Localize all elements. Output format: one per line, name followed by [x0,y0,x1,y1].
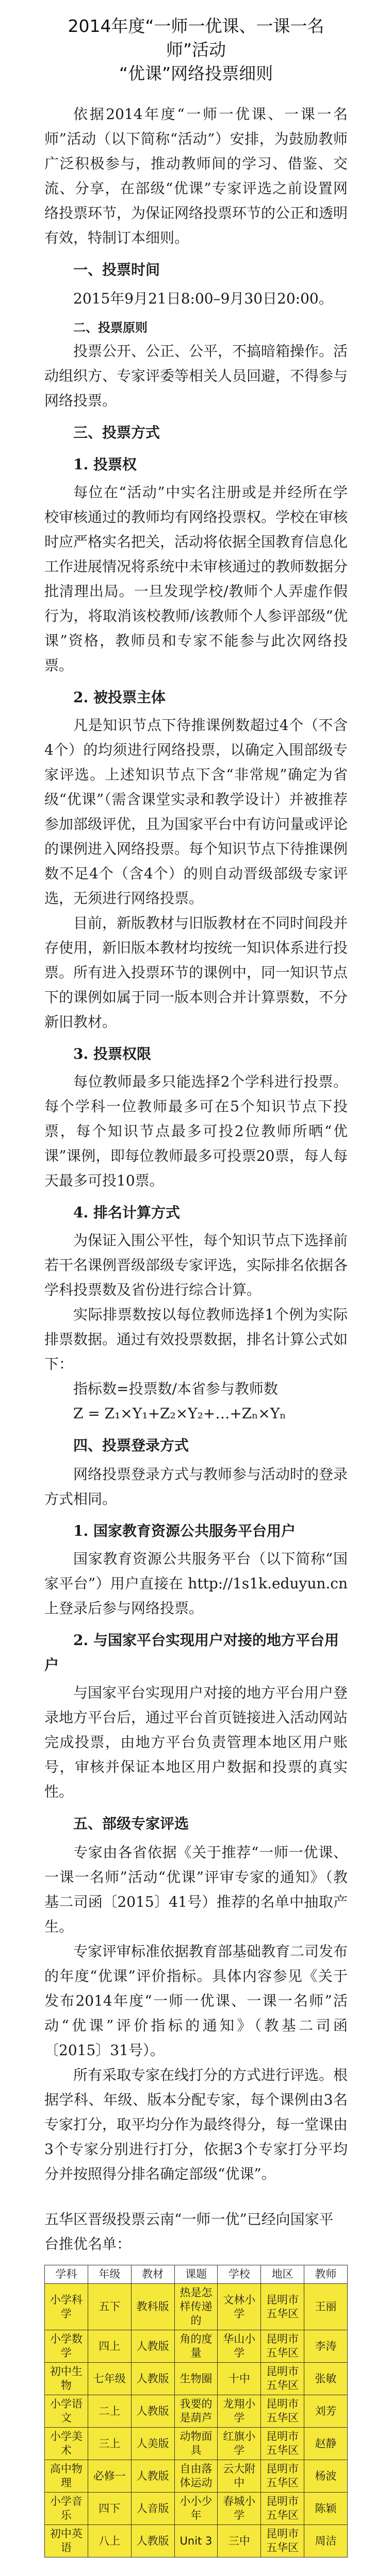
cell-textbook: 人教版 [131,2525,174,2557]
cell-school: 十中 [218,2363,261,2395]
header-region: 地区 [261,2265,304,2284]
cell-region: 昆明市五华区 [261,2493,304,2525]
header-grade: 年级 [88,2265,131,2284]
section-heading-method: 三、投票方式 [73,424,160,441]
cell-subject: 初中英语 [45,2525,88,2557]
header-textbook: 教材 [131,2265,174,2284]
cell-topic: 动物面具 [174,2428,218,2460]
table-row [45,2428,348,2460]
table-row [45,2493,348,2525]
cell-topic: 角的度量 [174,2330,218,2363]
cell-region: 昆明市五华区 [261,2330,304,2363]
cell-grade: 八上 [88,2525,131,2557]
cell-grade: 二上 [88,2395,131,2428]
header-subject: 学科 [45,2265,88,2284]
cell-grade: 四下 [88,2493,131,2525]
table-intro: 五华区晋级投票云南“一师一优”已经向国家平台推优名单： [44,2211,334,2252]
cell-region: 昆明市五华区 [261,2363,304,2395]
cell-subject: 小学数学 [45,2330,88,2363]
table-row [45,2460,348,2493]
cell-topic: 自由落体运动 [174,2460,218,2493]
cell-teacher: 杨波 [304,2460,348,2493]
subheading-national-platform: 1. 国家教育资源公共服务平台用户 [73,1522,296,1539]
cell-topic: 热是怎样传递的 [174,2284,218,2330]
cell-teacher: 张敏 [304,2363,348,2395]
cell-topic: Unit 3 [174,2525,218,2557]
cell-subject: 高中物理 [45,2460,88,2493]
subheading-voting-limit: 3. 投票权限 [73,1045,151,1062]
section-heading-expert: 五、部级专家评选 [73,1815,189,1832]
cell-textbook: 人教版 [131,2330,174,2363]
ranking-detail-text: 实际排票数按以每位教师选择1个例为实际排票数据。通过有效投票数据，排名计算公式如下： [44,1306,348,1372]
cell-textbook: 人教版 [131,2395,174,2428]
ranking-formula-2: Z = Z₁×Y₁+Z₂×Y₂+…+Zₙ×Yₙ [73,1405,286,1422]
cell-subject: 小学语文 [45,2395,88,2428]
table-row [45,2363,348,2395]
cell-teacher: 李涛 [304,2330,348,2363]
doc-title-line3: “优课”网络投票细则 [119,63,273,83]
voting-limit-text: 每位教师最多只能选择2个学科进行投票。每个学科一位教师最多可在5个知识节点下投票，每个知识节点最多可投2位教师所晒“优课”课例，即每位教师最多可投票20票，每人每天最多可投10票。 [44,1073,348,1189]
header-school: 学校 [218,2265,261,2284]
cell-region: 昆明市五华区 [261,2428,304,2460]
cell-region: 昆明市五华区 [261,2525,304,2557]
subheading-voting-right: 1. 投票权 [73,456,137,473]
cell-topic: 小小少年 [174,2493,218,2525]
cell-grade: 七年级 [88,2363,131,2395]
cell-subject: 初中生物 [45,2363,88,2395]
voting-right-text: 每位在“活动”中实名注册或是并经所在学校审核通过的教师均有网络投票权。学校在审核时应严格实名把关，活动将依据全国教育信息化工作进展情况将系统中未审核通过的教师数据分批清理出局。一旦发现学校/教师个人弄虚作假行为，将取消该校教师/该教师个人参评部级“优课”资格，教师员和专家不能参与此次网络投票。 [44,484,348,674]
cell-region: 昆明市五华区 [261,2460,304,2493]
section-heading-principle: 二、投票原则 [73,320,148,335]
table-row [45,2284,348,2330]
cell-grade: 三上 [88,2428,131,2460]
cell-textbook: 人教版 [131,2460,174,2493]
cell-region: 昆明市五华区 [261,2284,304,2330]
cell-school: 文林小学 [218,2284,261,2330]
cell-textbook: 人美版 [131,2428,174,2460]
textbook-version-text: 目前，新版教材与旧版教材在不同时间段并存使用，新旧版本教材均按统一知识体系进行投票。所有进入投票环节的课例中，同一知识节点下的课例如属于同一版本则合并计算票数，不分新旧教材。 [44,914,348,1030]
cell-school: 华山小学 [218,2330,261,2363]
cell-grade: 必修一 [88,2460,131,2493]
national-platform-text: 国家教育资源公共服务平台（以下简称“国家平台”）用户直接在 http://1s1k.eduyun.cn 上登录后参与网络投票。 [44,1550,348,1617]
cell-teacher: 刘芳 [304,2395,348,2428]
cell-teacher: 王丽 [304,2284,348,2330]
cell-topic: 我要的是葫芦 [174,2395,218,2428]
header-topic: 课题 [174,2265,218,2284]
cell-school: 红旗小学 [218,2428,261,2460]
cell-school: 龙翔小学 [218,2395,261,2428]
login-text: 网络投票登录方式与教师参与活动时的登录方式相同。 [44,1466,348,1507]
cell-teacher: 周洁 [304,2525,348,2557]
cell-subject: 小学科学 [45,2284,88,2330]
section-heading-time: 一、投票时间 [73,261,160,278]
expert-text-1: 专家由各省依据《关于推荐“一师一优课、一课一名师”活动“优课”评审专家的通知》（教基二司函〔2015〕41号）推荐的名单中抽取产生。 [44,1844,348,1935]
section-heading-login: 四、投票登录方式 [73,1437,189,1454]
voting-time-text: 2015年9月21日8:00–9月30日20:00。 [73,290,333,307]
cell-grade: 四上 [88,2330,131,2363]
voting-principle-text: 投票公开、公正、公平，不搞暗箱操作。活动组织方、专家评委等相关人员回避，不得参与网络投票。 [44,343,348,409]
cell-school: 春城小学 [218,2493,261,2525]
cell-teacher: 陈颖 [304,2493,348,2525]
subheading-local-platform: 2. 与国家平台实现用户对接的地方平台用户 [44,1632,339,1673]
local-platform-text: 与国家平台实现用户对接的地方平台用户登录地方平台后，通过平台首页链接进入活动网站完成投票，由地方平台负责管理本地区用户账号，审核并保证本地区用户数据和投票的真实性。 [44,1684,348,1800]
cell-teacher: 赵静 [304,2428,348,2460]
table-header-row [45,2265,348,2284]
cell-subject: 小学美术 [45,2428,88,2460]
cell-school: 三中 [218,2525,261,2557]
cell-region: 昆明市五华区 [261,2395,304,2428]
expert-text-3: 所有采取专家在线打分的方式进行评选。根据学科、年级、版本分配专家，每个课例由3名专家打分，取平均分作为最终得分，每一堂课由3个专家分别进行打分，依据3个专家打分平均分并按照得分排名确定部级“优课”。 [44,2066,348,2182]
doc-title-line1: 2014年度“一师一优课、一课一名 [68,16,324,36]
voted-subject-text: 凡是知识节点下待推课例数超过4个（不含4个）的均须进行网络投票，以确定入围部级专家评选。上述知识节点下含“非常规”确定为省级“优课”（需含课堂实录和教学设计）并被推荐参加部级评优，且为国家平台中有访问量或评论的课例进入网络投票。每个知识节点下待推课例数不足4个（含4个）的则自动晋级部级专家评选，无须进行网络投票。 [44,717,348,907]
table-row [45,2395,348,2428]
ranking-formula-1: 指标数=投票数/本省参与教师数 [73,1380,278,1397]
cell-grade: 五下 [88,2284,131,2330]
ranking-text: 为保证入围公平性，每个知识节点下选择前若干名课例晋级部级专家评选，实际排名依据各学科投票数及省份进行综合计算。 [44,1232,348,1298]
subheading-voted-subject: 2. 被投票主体 [73,689,166,706]
intro-paragraph: 依据2014年度“一师一优课、一课一名师”活动（以下简称“活动”）安排，为鼓励教师广泛积极参与，推动教师间的学习、借鉴、交流、分享，在部级“优课”专家评选之前设置网络投票环节，为保证网络投票环节的公正和透明有效，特制订本细则。 [44,106,348,246]
cell-subject: 小学音乐 [45,2493,88,2525]
table-row [45,2330,348,2363]
expert-text-2: 专家评审标准依据教育部基础教育二司发布的年度“优课”评价指标。具体内容参见《关于发布2014年度“一师一优课、一课一名师”活动“优课”评价指标的通知》（教基二司函〔2015〕31号）。 [44,1943,348,2059]
doc-title-line2: 师”活动 [166,40,226,60]
cell-textbook: 人音版 [131,2493,174,2525]
table-row [45,2525,348,2557]
cell-textbook: 人教版 [131,2363,174,2395]
cell-textbook: 教科版 [131,2284,174,2330]
header-teacher: 教师 [304,2265,348,2284]
recommendation-table [44,2265,348,2557]
subheading-ranking: 4. 排名计算方式 [73,1204,180,1221]
cell-school: 云大附中 [218,2460,261,2493]
cell-topic: 生物圈 [174,2363,218,2395]
